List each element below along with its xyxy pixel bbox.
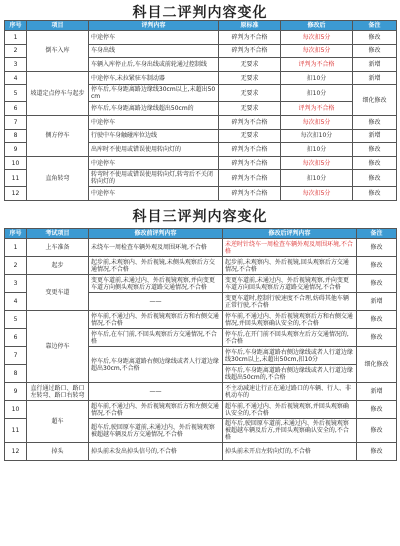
row-number: 1 bbox=[5, 239, 27, 257]
column-header: 序号 bbox=[5, 21, 27, 31]
orig-cell: 无要求 bbox=[219, 71, 281, 85]
note-cell: 修改 bbox=[353, 115, 397, 129]
orig-cell: 无要求 bbox=[219, 102, 281, 116]
item-cell: 直行通过路口、路口左转弯、路口右转弯 bbox=[27, 383, 89, 401]
before-cell: 起步前,未观察内、外后视镜,未侧头观察后方交通情况,不合格 bbox=[89, 257, 223, 275]
column-header: 修改后 bbox=[281, 21, 353, 31]
mod-cell: 每次扣5分 bbox=[281, 187, 353, 201]
column-header: 评判内容 bbox=[89, 21, 219, 31]
after-cell: 超车后,驶回原车道前,未通过内、外后视镜观察被超越车辆及后方,并回头观察确认安全的,不合格 bbox=[223, 419, 357, 443]
table-row bbox=[5, 239, 397, 257]
item-cell: 掉头 bbox=[27, 443, 89, 461]
mod-cell: 扣10分 bbox=[281, 170, 353, 187]
row-number: 9 bbox=[5, 383, 27, 401]
table-row bbox=[5, 115, 397, 129]
mod-cell: 扣10分 bbox=[281, 71, 353, 85]
item-cell: 直角转弯 bbox=[27, 156, 89, 200]
table1 bbox=[4, 20, 397, 201]
row-number: 2 bbox=[5, 257, 27, 275]
mod-cell: 评判为不合格 bbox=[281, 58, 353, 72]
content-cell: 中途停车,未拉紧驻车制动器 bbox=[89, 71, 219, 85]
content-cell: 车辆入库停止后,车身出线或前轮通过控制线 bbox=[89, 58, 219, 72]
table-row bbox=[5, 156, 397, 170]
note-cell: 修改 bbox=[357, 419, 397, 443]
row-number: 10 bbox=[5, 156, 27, 170]
note-cell: 修改 bbox=[353, 156, 397, 170]
table1-title: 科目二评判内容变化 bbox=[132, 5, 268, 21]
table2-title: 科目三评判内容变化 bbox=[132, 209, 268, 225]
note-cell: 修改 bbox=[357, 275, 397, 293]
after-cell: 不主动减速让行正在通过路口的车辆、行人、非机动车的 bbox=[223, 383, 357, 401]
content-cell: 中途停车 bbox=[89, 187, 219, 201]
content-cell: 出库时不使用或错误使用转向灯的 bbox=[89, 143, 219, 157]
before-cell: —— bbox=[89, 383, 223, 401]
note-cell: 新增 bbox=[353, 129, 397, 143]
note-cell: 新增 bbox=[353, 71, 397, 85]
row-number: 12 bbox=[5, 443, 27, 461]
content-cell: 中途停车 bbox=[89, 115, 219, 129]
row-number: 7 bbox=[5, 115, 27, 129]
after-cell: 停车后,车身距离道路右侧边缘线或者人行道边缘线超出50cm的,不合格 bbox=[223, 365, 357, 383]
column-header: 修改后评判内容 bbox=[223, 229, 357, 239]
item-cell: 超车 bbox=[27, 401, 89, 443]
column-header: 考试项目 bbox=[27, 229, 89, 239]
row-number: 3 bbox=[5, 275, 27, 293]
content-cell: 车身出线 bbox=[89, 44, 219, 58]
after-cell: 停车前,不通过内、外后视镜观察后方和右侧交通情况,并回头观察确认安全的,不合格 bbox=[223, 311, 357, 329]
after-cell: 掉头前未开启左转向灯的,不合格 bbox=[223, 443, 357, 461]
row-number: 5 bbox=[5, 311, 27, 329]
row-number: 5 bbox=[5, 85, 27, 102]
after-cell: 超车前,不通过内、外后视镜观察,并回头观察确认安全的,不合格 bbox=[223, 401, 357, 419]
before-cell: 掉头前未发出掉头信号的,不合格 bbox=[89, 443, 223, 461]
row-number: 4 bbox=[5, 293, 27, 311]
before-cell: 停车后,车身距离道路右侧边缘线或者人行道边缘超出30cm,不合格 bbox=[89, 347, 223, 383]
note-cell: 修改 bbox=[353, 187, 397, 201]
orig-cell: 碎判为不合格 bbox=[219, 156, 281, 170]
note-cell: 修改 bbox=[357, 329, 397, 347]
row-number: 2 bbox=[5, 44, 27, 58]
table-row bbox=[5, 71, 397, 85]
mod-cell: 每次扣5分 bbox=[281, 44, 353, 58]
mod-cell: 评判为不合格 bbox=[281, 102, 353, 116]
table2 bbox=[4, 228, 397, 461]
column-header: 序号 bbox=[5, 229, 27, 239]
row-number: 11 bbox=[5, 170, 27, 187]
row-number: 7 bbox=[5, 347, 27, 365]
column-header: 修改前评判内容 bbox=[89, 229, 223, 239]
after-cell: 停车后,在开门前不回头观察左后方交通情况的,不合格 bbox=[223, 329, 357, 347]
content-cell: 行驶中车身触碰库位边线 bbox=[89, 129, 219, 143]
after-cell: 未逆时针绕车一周检查车辆外观及周围环境,不合格 bbox=[223, 239, 357, 257]
column-header: 备注 bbox=[353, 21, 397, 31]
note-cell: 修改 bbox=[353, 31, 397, 45]
row-number: 10 bbox=[5, 401, 27, 419]
orig-cell: 无要求 bbox=[219, 85, 281, 102]
table-row bbox=[5, 31, 397, 45]
mod-cell: 扣10分 bbox=[281, 143, 353, 157]
note-cell: 修改 bbox=[357, 401, 397, 419]
table2-header-row bbox=[5, 229, 397, 239]
mod-cell: 每次扣10分 bbox=[281, 129, 353, 143]
note-cell: 修改 bbox=[353, 143, 397, 157]
note-cell: 修改 bbox=[357, 311, 397, 329]
note-cell: 细化修改 bbox=[353, 85, 397, 116]
note-cell: 修改 bbox=[357, 443, 397, 461]
after-cell: 起步前,未观察内、外后视镜,回头观察后方交通情况,不合格 bbox=[223, 257, 357, 275]
table-row bbox=[5, 257, 397, 275]
table-row bbox=[5, 401, 397, 419]
row-number: 3 bbox=[5, 58, 27, 72]
item-cell: 倒车入库 bbox=[27, 31, 89, 72]
note-cell: 修改 bbox=[353, 44, 397, 58]
row-number: 6 bbox=[5, 102, 27, 116]
column-header: 原标准 bbox=[219, 21, 281, 31]
row-number: 11 bbox=[5, 419, 27, 443]
table-row bbox=[5, 311, 397, 329]
before-cell: 停车后,在车门前,不回头观察后方交通情况,不合格 bbox=[89, 329, 223, 347]
mod-cell: 每次扣5分 bbox=[281, 31, 353, 45]
row-number: 4 bbox=[5, 71, 27, 85]
orig-cell: 碎判为不合格 bbox=[219, 44, 281, 58]
item-cell: 坡道定点停车与起步 bbox=[27, 71, 89, 115]
row-number: 12 bbox=[5, 187, 27, 201]
orig-cell: 碎判为不合格 bbox=[219, 31, 281, 45]
mod-cell: 每次扣5分 bbox=[281, 115, 353, 129]
note-cell: 修改 bbox=[357, 257, 397, 275]
orig-cell: 无要求 bbox=[219, 129, 281, 143]
row-number: 6 bbox=[5, 329, 27, 347]
after-cell: 变更车道前,未通过内、外后视镜观察,并向变更车道方向回头观察后方道路交通情况,不合格 bbox=[223, 275, 357, 293]
note-cell: 新增 bbox=[357, 383, 397, 401]
content-cell: 中途停车 bbox=[89, 31, 219, 45]
orig-cell: 碎判为不合格 bbox=[219, 170, 281, 187]
item-cell: 变更车道 bbox=[27, 275, 89, 311]
content-cell: 停车后,车身距离路边缘线30cm以上,未超出50cm bbox=[89, 85, 219, 102]
orig-cell: 碎判为不合格 bbox=[219, 187, 281, 201]
content-cell: 中途停车 bbox=[89, 156, 219, 170]
before-cell: 停车前,不通过内、外后视镜观察后方和右侧交通情况,不合格 bbox=[89, 311, 223, 329]
column-header: 备注 bbox=[357, 229, 397, 239]
row-number: 1 bbox=[5, 31, 27, 45]
before-cell: 变更车道前,未通过内、外后视镜观察,并向变更车道方向侧头观察后方道路交通情况,不合格 bbox=[89, 275, 223, 293]
note-cell: 新增 bbox=[357, 293, 397, 311]
table-row bbox=[5, 443, 397, 461]
note-cell: 修改 bbox=[353, 170, 397, 187]
note-cell: 修改 bbox=[357, 239, 397, 257]
before-cell: 未绕车一周检查车辆外观及周围环境,不合格 bbox=[89, 239, 223, 257]
before-cell: 超车后,驶回原车道前,未通过内、外后视镜观察被超越车辆及后方交通情况,不合格 bbox=[89, 419, 223, 443]
item-cell: 靠边停车 bbox=[27, 311, 89, 383]
table-row bbox=[5, 383, 397, 401]
orig-cell: 碎判为不合格 bbox=[219, 115, 281, 129]
row-number: 8 bbox=[5, 129, 27, 143]
item-cell: 起步 bbox=[27, 257, 89, 275]
mod-cell: 每次扣5分 bbox=[281, 156, 353, 170]
item-cell: 上车准备 bbox=[27, 239, 89, 257]
column-header: 项目 bbox=[27, 21, 89, 31]
content-cell: 转弯时不使用或错误使用转向灯,转弯后不关闭转向灯的 bbox=[89, 170, 219, 187]
row-number: 9 bbox=[5, 143, 27, 157]
table-row bbox=[5, 275, 397, 293]
note-cell: 新增 bbox=[353, 58, 397, 72]
before-cell: —— bbox=[89, 293, 223, 311]
after-cell: 停车后,车身距离道路右侧边缘线或者人行道边缘线30cm以上,未超出50cm,扣10分 bbox=[223, 347, 357, 365]
note-cell: 细化修改 bbox=[357, 347, 397, 383]
row-number: 8 bbox=[5, 365, 27, 383]
item-cell: 侧方停车 bbox=[27, 115, 89, 156]
before-cell: 超车前,不通过内、外后视镜观察后方和左侧交通情况,不合格 bbox=[89, 401, 223, 419]
mod-cell: 扣10分 bbox=[281, 85, 353, 102]
orig-cell: 碎判为不合格 bbox=[219, 143, 281, 157]
orig-cell: 无要求 bbox=[219, 58, 281, 72]
after-cell: 变更车道时,控制行驶速度不合理,妨碍其他车辆正常行驶,不合格 bbox=[223, 293, 357, 311]
table1-header-row bbox=[5, 21, 397, 31]
content-cell: 停车后,车身距离路边缘线超出50cm的 bbox=[89, 102, 219, 116]
